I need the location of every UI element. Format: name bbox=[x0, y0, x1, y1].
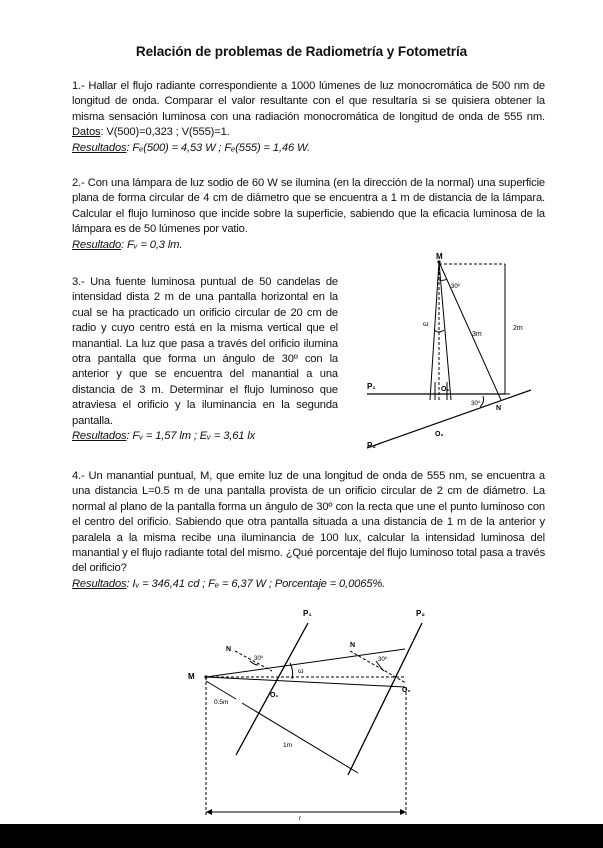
dist-1m-line bbox=[242, 703, 358, 773]
fig2-label-omega: ω bbox=[298, 668, 304, 675]
ray-right bbox=[439, 262, 451, 400]
fig2-label-o2: O₂ bbox=[402, 687, 411, 694]
fig1-label-top-angle: 30º bbox=[451, 284, 460, 290]
problem-3-result-value: : Fᵥ = 1,57 lm ; Eᵥ = 3,61 lx bbox=[126, 430, 256, 443]
ray-lower bbox=[206, 677, 405, 687]
fig1-label-o2: O₂ bbox=[435, 431, 444, 438]
fig2-label-n1: N bbox=[226, 646, 232, 653]
fig2-label-angle-1: 30º bbox=[254, 656, 263, 662]
dist-0-5m-line bbox=[206, 681, 236, 699]
fig1-label-n: N bbox=[496, 405, 502, 412]
fig2-label-m: M bbox=[188, 672, 195, 681]
bottom-black-bar bbox=[0, 824, 603, 848]
fig1-label-p2: P₂ bbox=[367, 441, 376, 450]
page-title: Relación de problemas de Radiometría y Fotometría bbox=[135, 44, 468, 59]
problem-2-text: 2.- Con una lámpara de luz sodio de 60 W se ilumina (en la dirección de la normal) una superficie plana de forma circular de 4 cm de diámetro que se encuentra a 1 m de distancia de la lámpara. Calcular el flujo luminoso que incide sobre la superficie, sabiendo que la eficacia luminosa de la lámpara es de 50 lúmenes por vatio. bbox=[72, 177, 545, 236]
fig1-label-p1: P₁ bbox=[367, 382, 376, 391]
problem-4-text: 4.- Un manantial puntual, M, que emite luz de una longitud de onda de 555 nm, se encuentra a una distancia L=0.5 m de una pantalla provista de un orificio circular de 2 cm de diámetro. La normal al plano de la pantalla forma un ángulo de 30º con la recta que une el punto luminoso con el centro del orificio. Sabiendo que otra pantalla situada a una distancia de 1 m de la anterior y paralela a la misma recibe una iluminancia de 100 lux, calcular la intensidad luminosa del manantial y el flujo radiante total del mismo. ¿Qué porcentaje del flujo luminoso total pasa a través del orificio? bbox=[72, 470, 546, 575]
screen-p2 bbox=[348, 623, 422, 775]
fig2-label-angle-2: 30º bbox=[378, 657, 387, 663]
figure-2 bbox=[180, 603, 440, 823]
problem-4-result-value: : Iᵥ = 346,41 cd ; Fₑ = 6,37 W ; Porcentaje = 0,0065%. bbox=[126, 577, 386, 590]
fig1-label-3m: 3m bbox=[472, 331, 482, 338]
problem-2 bbox=[72, 176, 545, 253]
problem-3-result-label: Resultados bbox=[72, 430, 127, 443]
problem-1-result-label: Resultados bbox=[72, 141, 127, 154]
problem-1-data-value: : V(500)=0,323 ; V(555)=1. bbox=[100, 126, 230, 139]
problem-2-result-label: Resultado bbox=[72, 238, 122, 251]
fig1-label-o1: O₁ bbox=[441, 386, 450, 393]
figure-1 bbox=[355, 250, 545, 455]
screen-p1 bbox=[236, 623, 308, 755]
fig2-label-o1: O₁ bbox=[270, 692, 279, 699]
problem-4-result-label: Resultados bbox=[72, 577, 127, 590]
ray-to-n bbox=[439, 262, 501, 400]
fig1-label-2m: 2m bbox=[513, 325, 523, 332]
screen-p2 bbox=[367, 390, 531, 448]
omega-arc bbox=[434, 330, 444, 332]
fig2-label-1m: 1m bbox=[283, 742, 293, 749]
fig1-label-m: M bbox=[436, 252, 443, 261]
bottom-angle-arc bbox=[480, 396, 484, 407]
problem-1-data-label: Datos bbox=[72, 126, 101, 139]
problem-1-result-value: : Fₑ(500) = 4,53 W ; Fₑ(555) = 1,46 W. bbox=[126, 141, 310, 154]
fig2-label-0-5m: 0.5m bbox=[214, 699, 229, 706]
ray-upper bbox=[206, 649, 405, 677]
fig1-label-omega: ω bbox=[423, 321, 429, 328]
fig1-label-bottom-angle: 30º bbox=[471, 401, 480, 407]
problem-1-text: 1.- Hallar el flujo radiante correspondiente a 1000 lúmenes de luz monocromática de 500 nm de longitud de onda. Comparar el valor resultante con el que resultaría si se quisiera obtener la misma sensación luminosa con una radiación monocromática de longitud de onda de 555 nm. bbox=[72, 80, 545, 123]
problem-2-result-value: : Fᵥ = 0,3 lm. bbox=[121, 238, 183, 251]
problem-3-text: 3.- Una fuente luminosa puntual de 50 candelas de intensidad dista 2 m de una pantalla horizontal en la cual se ha practicado un orificio circular de 20 cm de radio y cuyo centro está en la misma vertical que el manantial. La luz que pasa a través del orificio ilumina otra pantalla que forma un ángulo de 30º con la anterior y que se encuentra del manantial a una distancia de 3 m. Determinar el flujo luminoso que atraviesa el orificio y la iluminancia en la segunda pantalla. bbox=[72, 276, 338, 427]
problem-4 bbox=[72, 469, 545, 592]
fig2-label-n2: N bbox=[350, 642, 356, 649]
r-arrow-right bbox=[400, 809, 406, 815]
source-point bbox=[204, 675, 207, 678]
ray-left bbox=[430, 262, 439, 400]
fig2-label-p1: P₁ bbox=[303, 609, 312, 618]
fig2-label-p2: P₂ bbox=[416, 609, 425, 618]
problem-3 bbox=[72, 275, 338, 444]
fig2-label-r: r bbox=[299, 815, 302, 822]
r-arrow-left bbox=[206, 809, 212, 815]
problem-1 bbox=[72, 79, 545, 156]
